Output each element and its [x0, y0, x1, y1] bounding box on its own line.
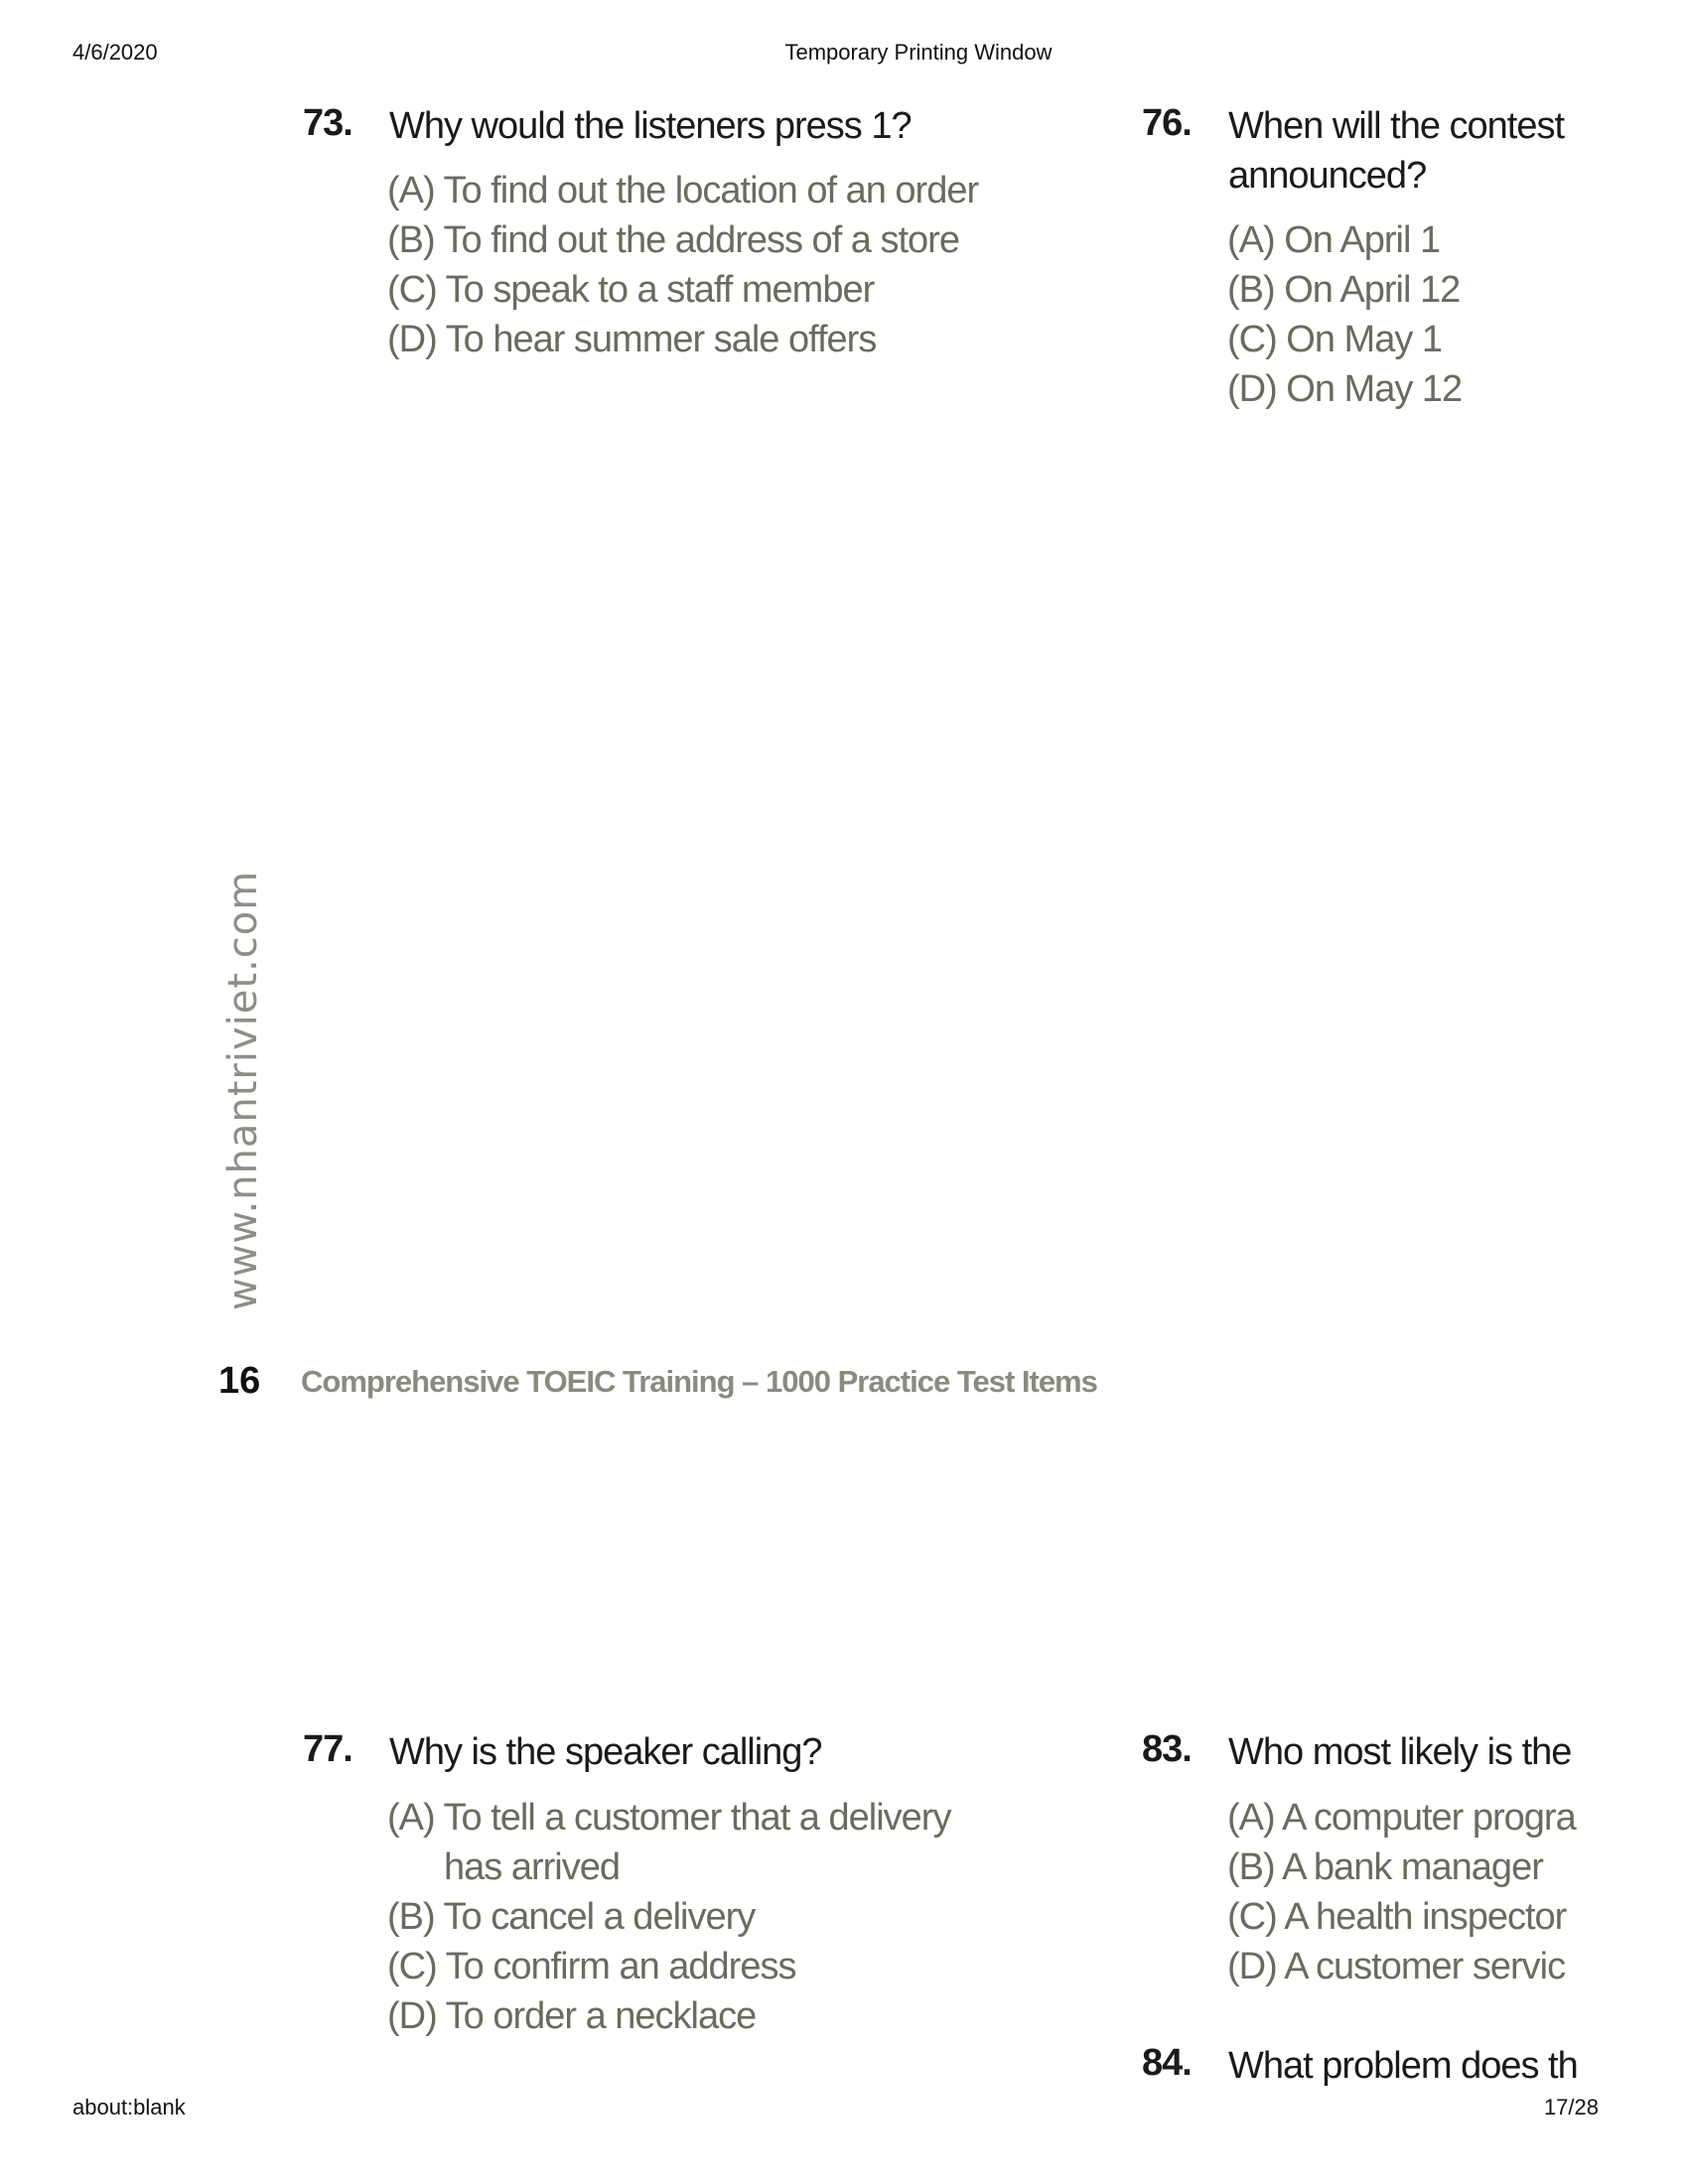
- option-a: (A) On April 1: [1227, 219, 1441, 261]
- question-number: 83.: [1142, 1728, 1192, 1770]
- book-title: Comprehensive TOEIC Training – 1000 Practice Test Items: [301, 1364, 1097, 1399]
- question-number: 73.: [303, 102, 352, 144]
- print-window-title: Temporary Printing Window: [784, 40, 1053, 65]
- option-a: (A) To find out the location of an order: [387, 170, 979, 211]
- option-d: (D) A customer servic: [1227, 1946, 1566, 1987]
- option-c: (C) On May 1: [1227, 319, 1443, 360]
- option-c: (C) To confirm an address: [387, 1946, 796, 1987]
- book-page-number: 16: [218, 1360, 261, 1402]
- option-a: (A) To tell a customer that a delivery: [387, 1797, 951, 1839]
- option-d: (D) To hear summer sale offers: [387, 319, 877, 360]
- option-d: (D) To order a necklace: [387, 1995, 757, 2037]
- option-d: (D) On May 12: [1227, 368, 1463, 410]
- question-text-line-2: announced?: [1228, 155, 1427, 197]
- option-b: (B) To cancel a delivery: [387, 1896, 756, 1938]
- question-text: What problem does th: [1228, 2045, 1578, 2087]
- question-text: Who most likely is the: [1228, 1731, 1572, 1773]
- option-b: (B) A bank manager: [1227, 1846, 1543, 1888]
- question-text-line-1: When will the contest: [1228, 105, 1565, 147]
- print-url: about:blank: [72, 2095, 186, 2119]
- option-c: (C) To speak to a staff member: [387, 269, 875, 311]
- option-b: (B) To find out the address of a store: [387, 219, 959, 261]
- site-watermark: www.nhantriviet.com: [220, 870, 266, 1310]
- question-number: 84.: [1142, 2042, 1192, 2084]
- question-number: 76.: [1142, 102, 1192, 144]
- option-a: (A) A computer progra: [1227, 1797, 1576, 1839]
- option-a-continued: has arrived: [444, 1846, 620, 1888]
- question-number: 77.: [303, 1728, 352, 1770]
- option-b: (B) On April 12: [1227, 269, 1461, 311]
- print-date: 4/6/2020: [72, 40, 158, 65]
- option-c: (C) A health inspector: [1227, 1896, 1567, 1938]
- question-text: Why is the speaker calling?: [389, 1731, 822, 1773]
- print-page-count: 17/28: [1543, 2095, 1599, 2119]
- question-text: Why would the listeners press 1?: [389, 105, 912, 147]
